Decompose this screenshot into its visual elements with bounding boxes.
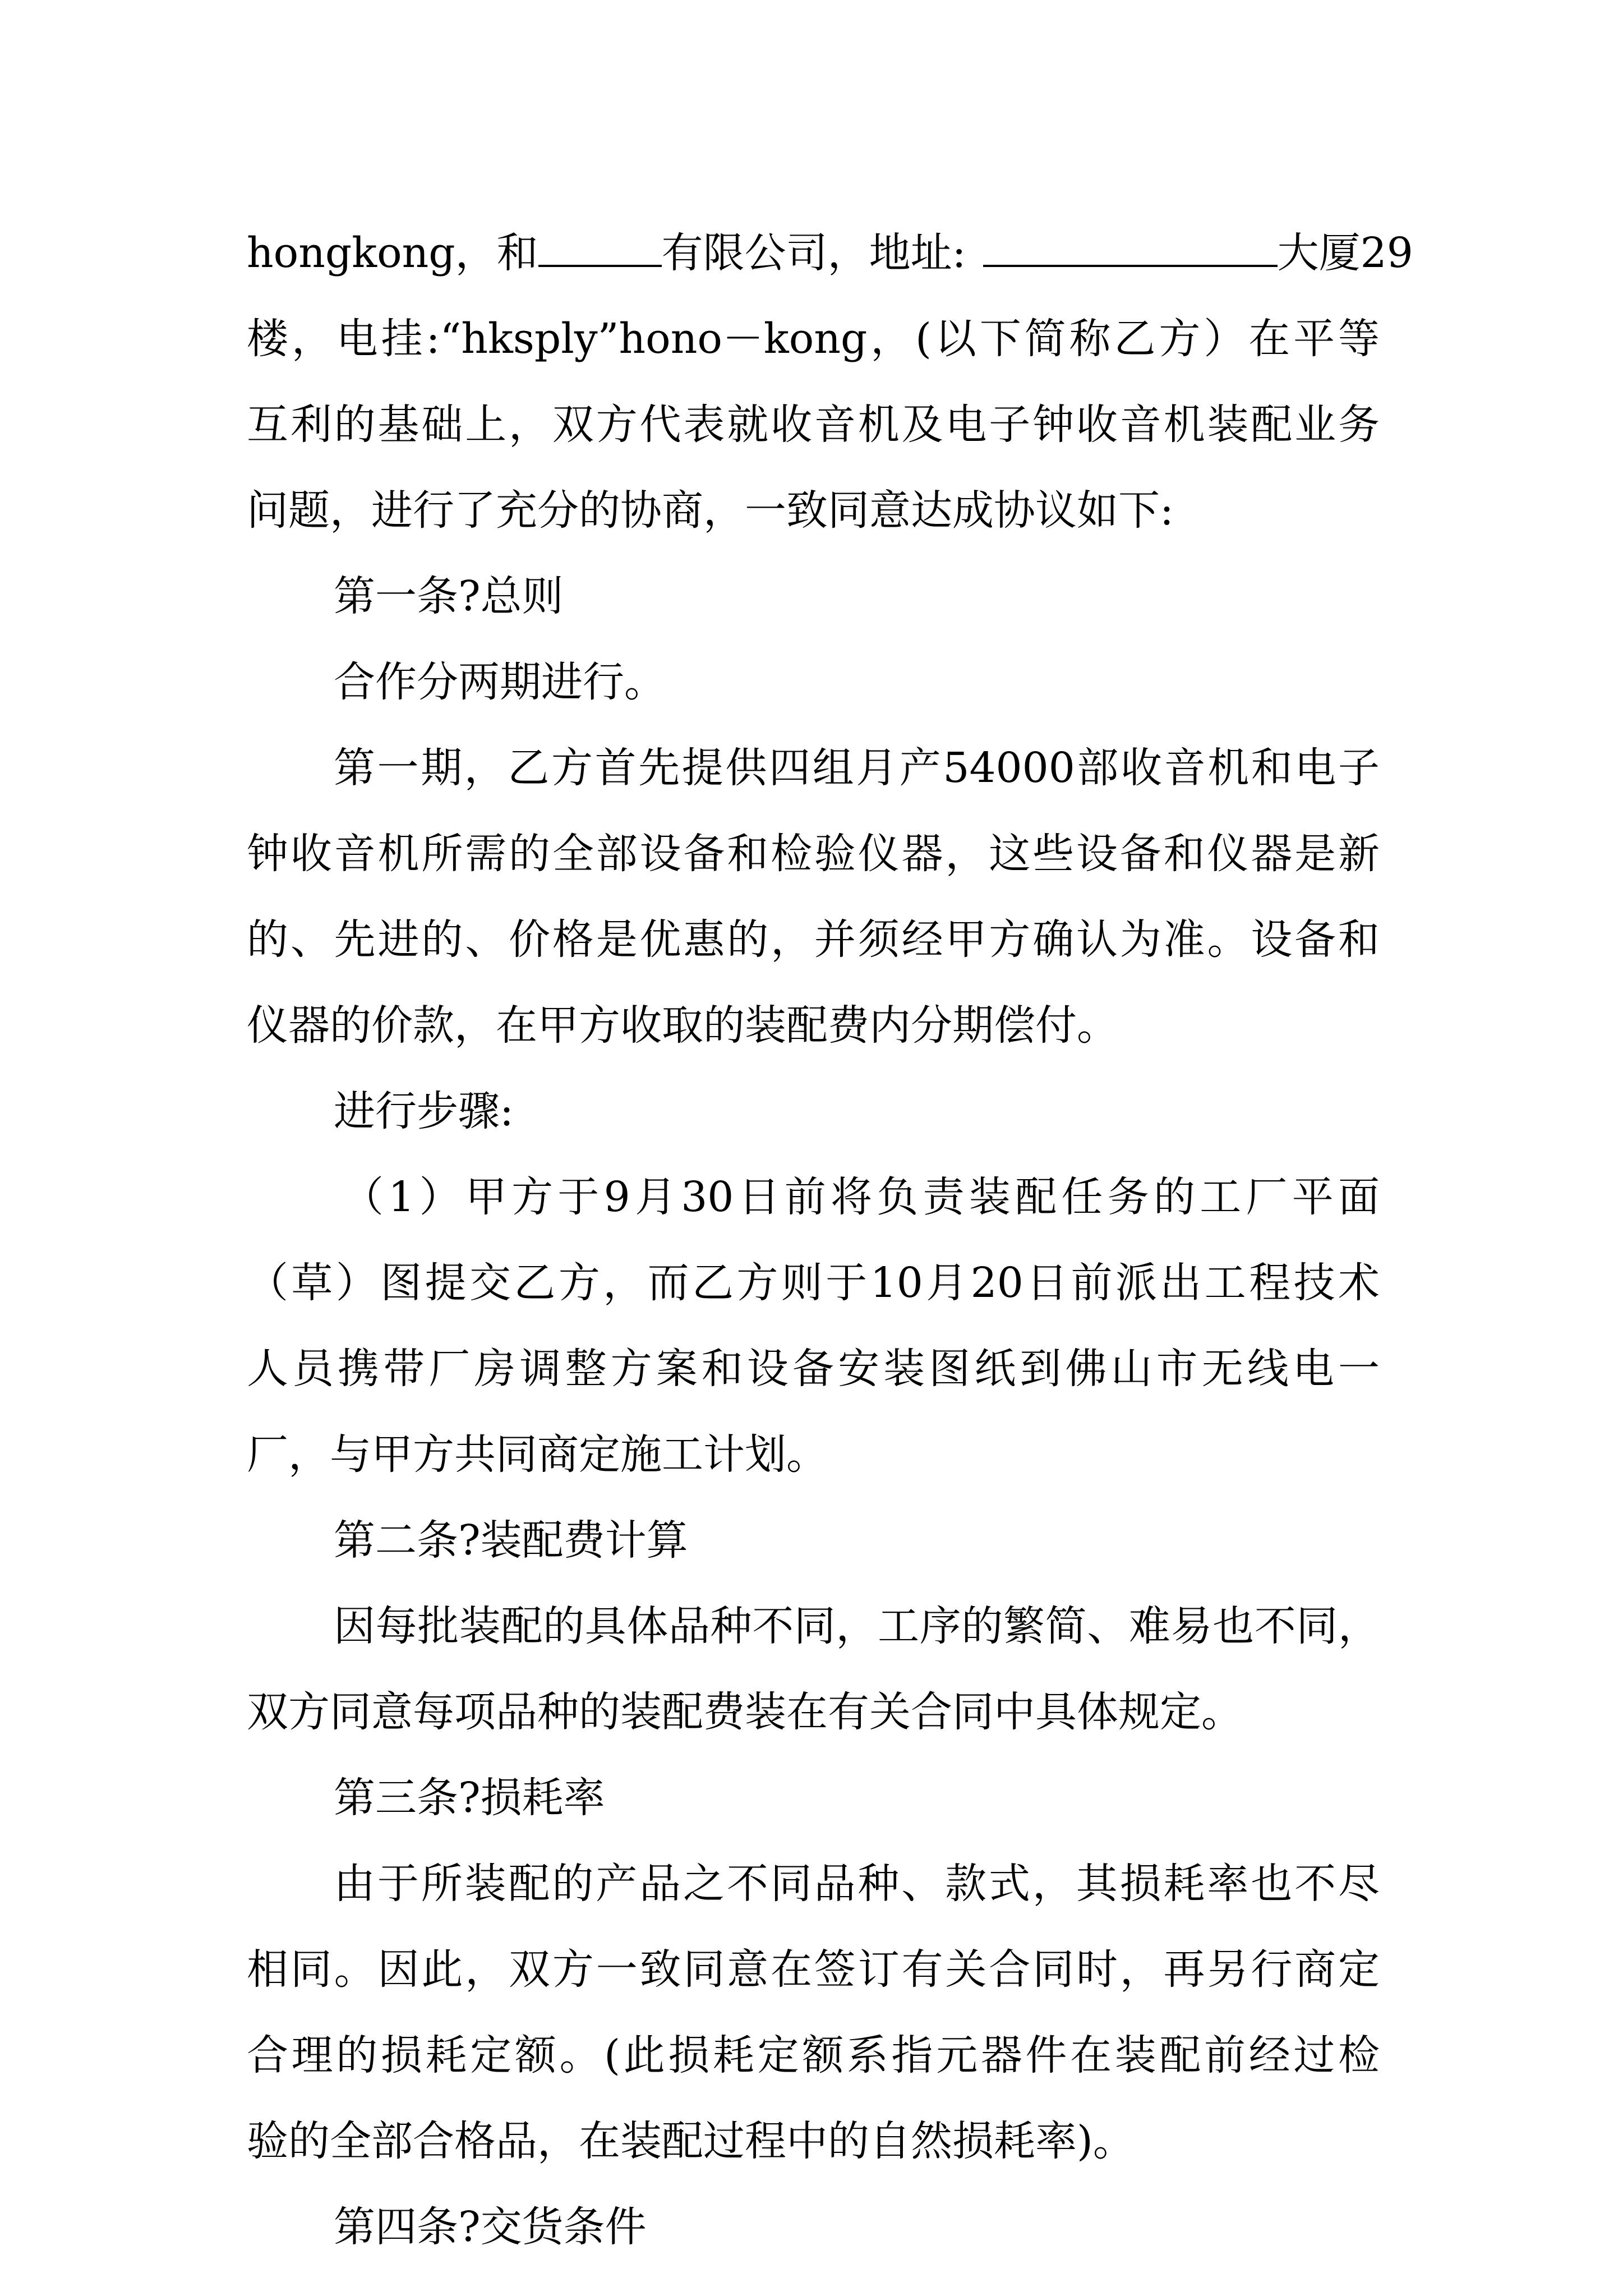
document-line: 问题，进行了充分的协商，一致同意达成协议如下:: [247, 486, 1174, 535]
document-line: 楼，电挂:“hksply”hono－kong，(以下简称乙方）在平等: [247, 315, 1380, 363]
paragraph-line: 第一期，乙方首先提供四组月产54000部收音机和电子: [334, 744, 1380, 792]
paragraph-line: （1）甲方于9月30日前将负责装配任务的工厂平面: [342, 1173, 1380, 1221]
paragraph-line: 进行步骤:: [334, 1087, 514, 1135]
document-line: 互利的基础上，双方代表就收音机及电子钟收音机装配业务: [247, 401, 1380, 449]
document-line: 相同。因此，双方一致同意在签订有关合同时，再另行商定: [247, 1945, 1380, 1994]
document-body: [247, 210, 1413, 2270]
document-line: 的、先进的、价格是优惠的，并须经甲方确认为准。设备和: [247, 915, 1380, 964]
paragraph-line: 由于所装配的产品之不同品种、款式，其损耗率也不尽: [334, 1860, 1380, 1908]
article-heading: 第三条?损耗率: [334, 1774, 605, 1822]
document-line: 合理的损耗定额。(此损耗定额系指元器件在装配前经过检: [247, 2031, 1380, 2079]
document-line: 厂，与甲方共同商定施工计划。: [247, 1430, 828, 1479]
document-line: [247, 210, 1413, 296]
document-line: 仪器的价款，在甲方收取的装配费内分期偿付。: [247, 1001, 1118, 1050]
document-line: 钟收音机所需的全部设备和检验仪器，这些设备和仪器是新: [247, 830, 1380, 878]
company-name-blank: [538, 220, 662, 267]
article-heading: 第二条?装配费计算: [334, 1516, 688, 1565]
document-line: 人员携带厂房调整方案和设备安装图纸到佛山市无线电一: [247, 1345, 1380, 1393]
document-line: （草）图提交乙方，而乙方则于10月20日前派出工程技术: [247, 1259, 1380, 1307]
company-suffix-text: 有限公司，地址:: [661, 229, 966, 277]
document-line: 验的全部合格品，在装配过程中的自然损耗率)。: [247, 2117, 1135, 2165]
address-blank-1: [983, 220, 1092, 267]
paragraph-line: 合作分两期进行。: [334, 658, 666, 706]
document-line: 双方同意每项品种的装配费装在有关合同中具体规定。: [247, 1688, 1243, 1736]
paragraph-line: 因每批装配的具体品种不同，工序的繁简、难易也不同，: [334, 1602, 1380, 1650]
article-heading: 第一条?总则: [334, 572, 564, 620]
building-text: 大厦29: [1277, 229, 1413, 277]
article-heading: 第四条?交货条件: [334, 2203, 647, 2251]
address-blank-2: [1092, 220, 1278, 267]
party-location-text: hongkong，和: [247, 229, 538, 277]
